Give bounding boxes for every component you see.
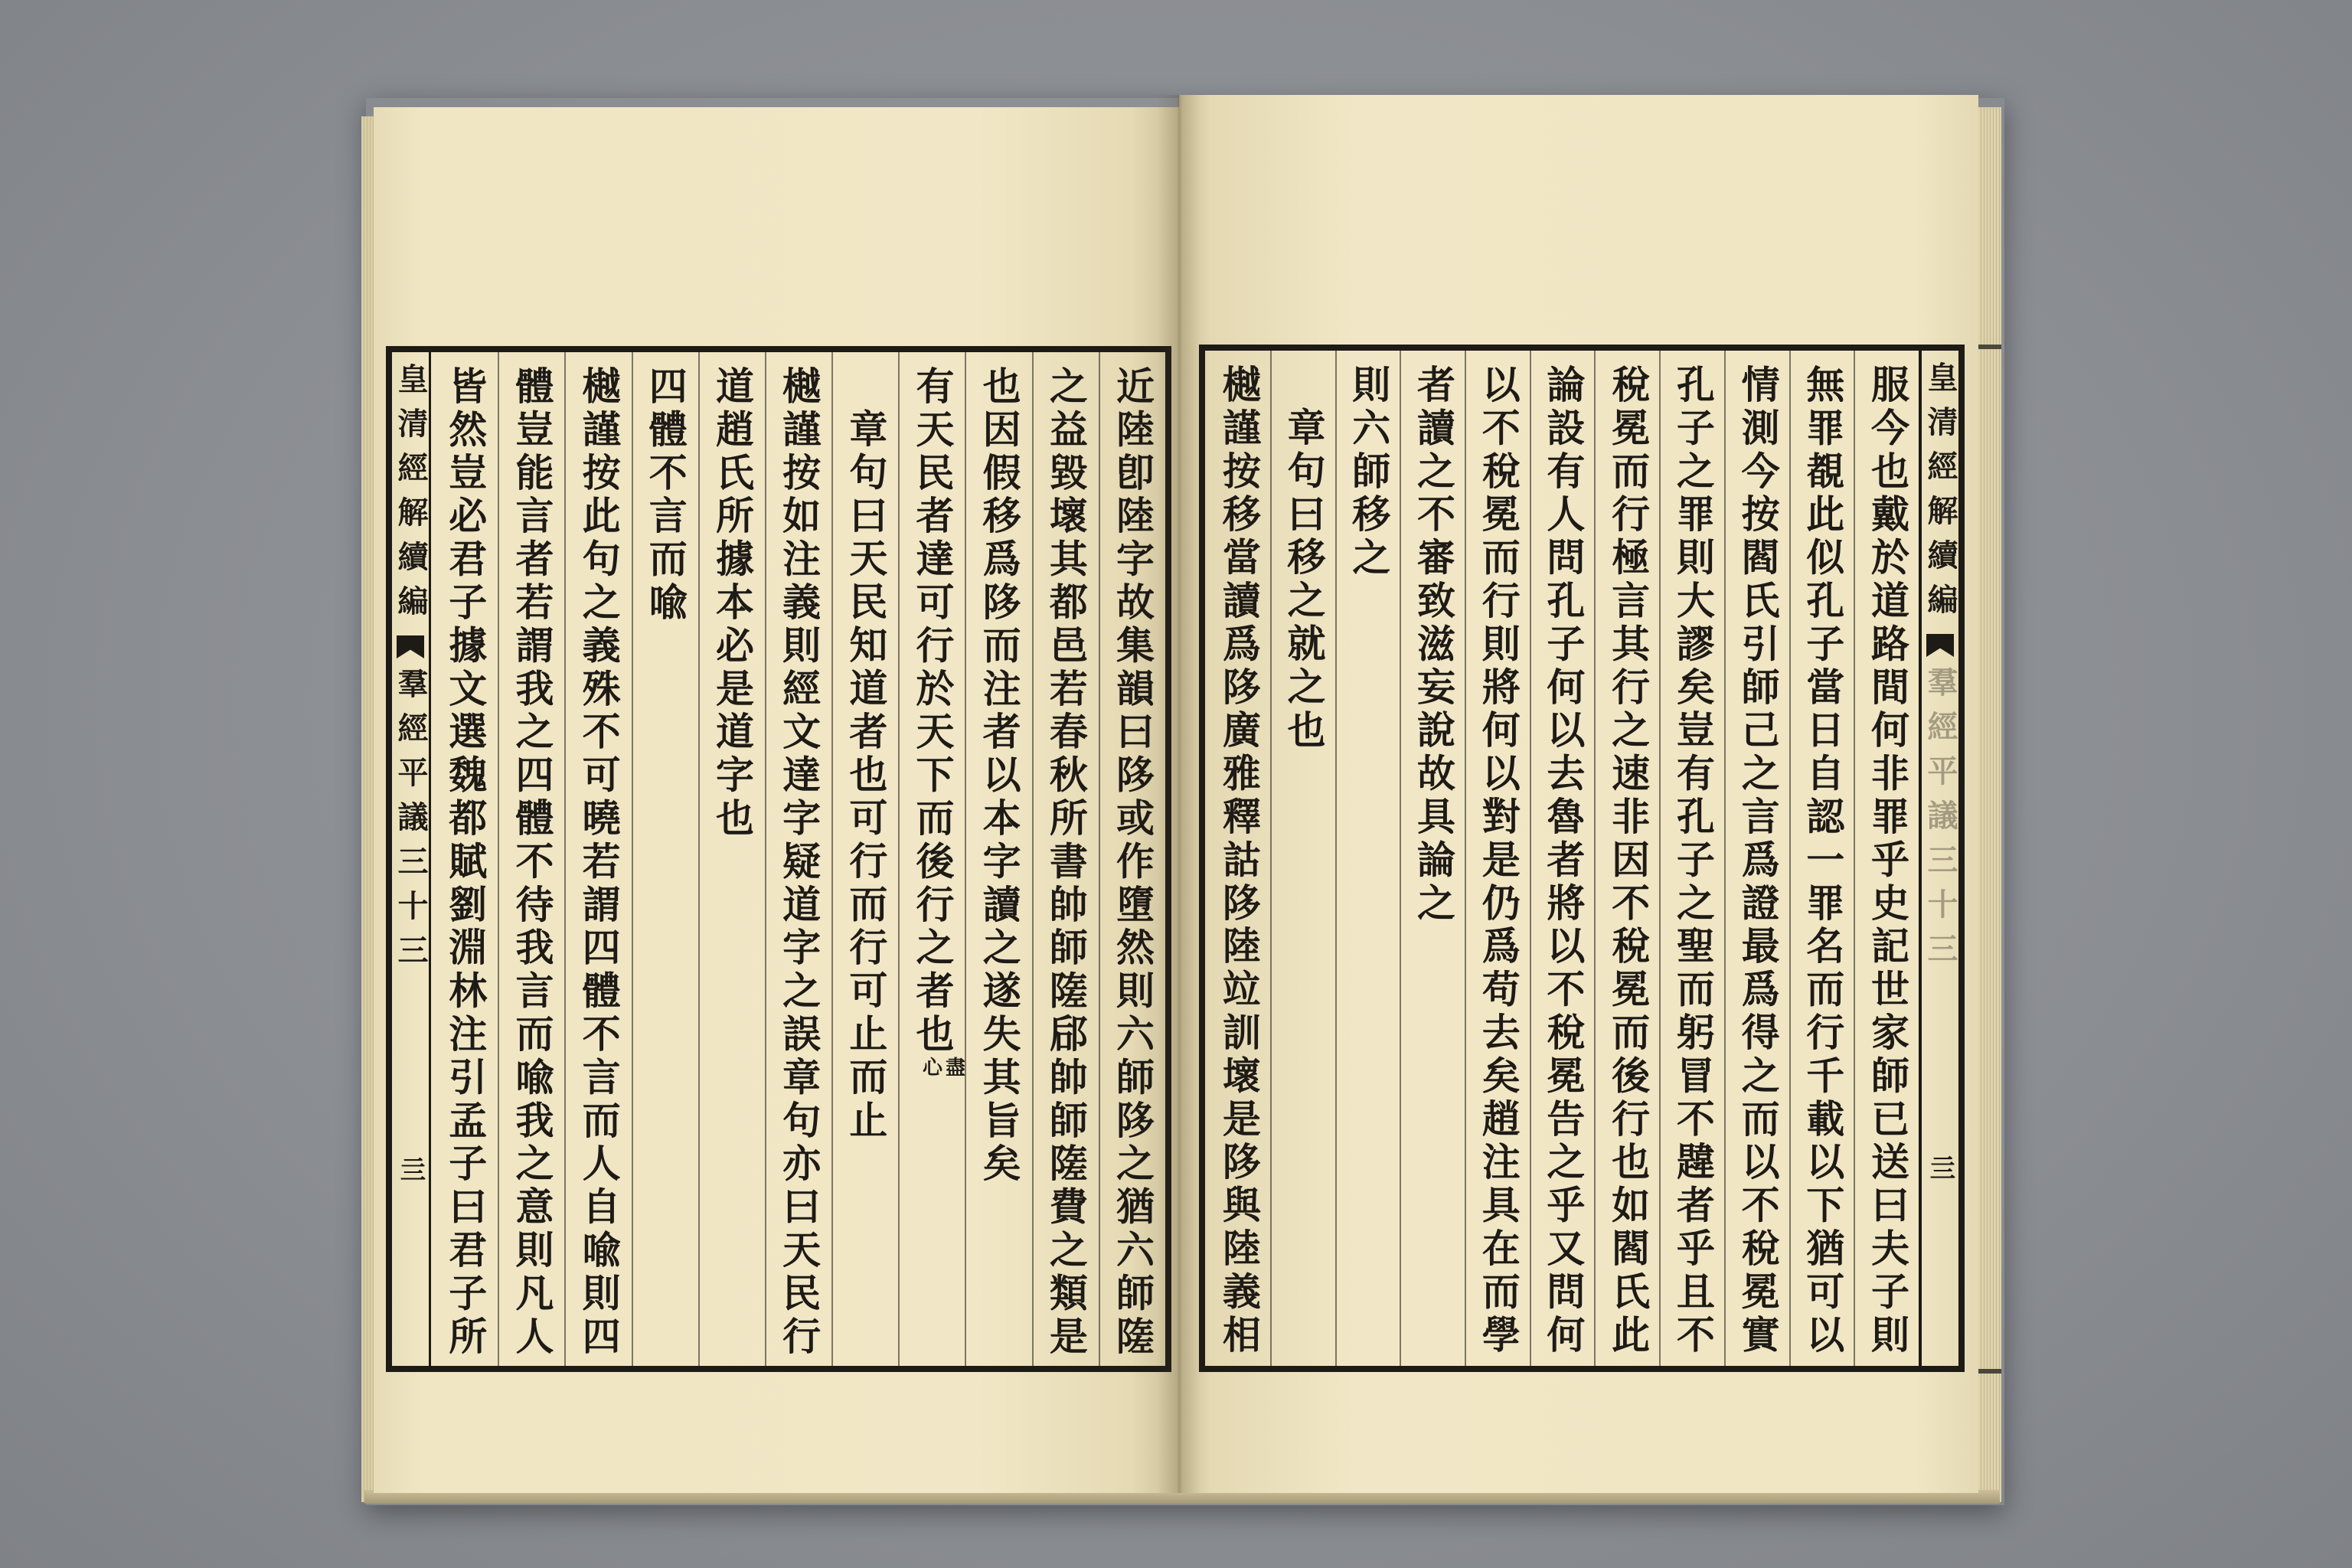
stack-frame-line [1975, 345, 2001, 349]
margin-book-title: 皇清經解續編 [1922, 361, 1958, 628]
right-page [1179, 95, 1978, 1493]
classic-quote-text: 有天民者達可行於天下而後行之者也 [910, 366, 956, 1057]
margin-page-mark: 亖 [395, 1156, 426, 1196]
text-column: 近陸卽陸字故集韻曰陊或作墮然則六師陊之猶六師隓 [1099, 352, 1165, 1366]
fish-tail-mark [397, 635, 424, 658]
gutter-shadow [1158, 95, 1200, 1493]
classic-quote-column: 則六師移之 [1335, 351, 1400, 1366]
text-column: 孔子之罪則大謬矣豈有孔子之聖而躬冒不韙者乎且不 [1659, 351, 1724, 1366]
page-stack-right-edge [1975, 107, 2001, 1502]
left-page-frame [386, 346, 1171, 1372]
text-column: 道趙氏所據本必是道字也 [698, 352, 765, 1366]
margin-section-title: 羣經平議三十三 [1922, 666, 1958, 977]
right-page-text-columns [1205, 351, 1919, 1366]
text-column-with-annotation [898, 352, 965, 1366]
commentary-column: 章句曰移之就之也 [1270, 351, 1335, 1366]
text-column: 也因假移爲陊而注者以本字讀之遂失其旨矣 [965, 352, 1031, 1366]
text-column: 服今也戴於道路間何非罪乎史記世家師已送曰夫子則 [1854, 351, 1919, 1366]
text-column: 皆然豈必君子據文選魏都賦劉淵林注引孟子曰君子所 [443, 366, 488, 1360]
text-column: 樾謹按移當讀爲陊廣雅釋詁陊陸竝訓壞是陊與陸義相 [1216, 364, 1262, 1358]
left-page [374, 107, 1179, 1493]
text-column: 無罪覩此似孔子當日自認一罪名而行千載以下猶可以 [1789, 351, 1854, 1366]
right-page-center-margin [1919, 351, 1958, 1366]
text-column: 者讀之不審致滋妄說故具論之 [1400, 351, 1465, 1366]
classic-quote-column: 四體不言而喩 [632, 352, 698, 1366]
text-column: 樾謹按此句之義殊不可曉若謂四體不言而人自喩則四 [564, 352, 631, 1366]
left-page-center-margin [392, 352, 431, 1366]
margin-page-mark: 亖 [1925, 1155, 1955, 1194]
source-annotation: 盡心 [919, 1057, 965, 1077]
text-column: 之益毀壞其都邑若春秋所書帥師隓郈帥師隓費之類是 [1032, 352, 1099, 1366]
text-column: 論設有人問孔子何以去魯者將以不稅冕告之乎又問何 [1530, 351, 1595, 1366]
text-column: 情測今按閻氏引師己之言爲證最爲得之而以不稅冕實 [1724, 351, 1789, 1366]
stack-frame-line [1975, 1369, 2001, 1374]
text-column: 稅冕而行極言其行之速非因不稅冕而後行也如閻氏此 [1594, 351, 1659, 1366]
fish-tail-mark [1926, 634, 1954, 657]
left-page-text-columns [431, 352, 1165, 1366]
text-column: 體豈能言者若謂我之四體不待我言而喩我之意則凡人 [498, 352, 564, 1366]
text-column: 樾謹按如注義則經文達字疑道字之誤章句亦曰天民行 [765, 352, 831, 1366]
margin-book-title: 皇清經解續編 [393, 363, 429, 629]
margin-section-title: 羣經平議三十三 [393, 668, 429, 978]
right-page-frame [1199, 345, 1965, 1372]
text-column: 以不稅冕而行則將何以對是仍爲苟去矣趙注具在而學 [1465, 351, 1530, 1366]
commentary-column: 章句曰天民知道者也可行而行可止而止 [831, 352, 898, 1366]
